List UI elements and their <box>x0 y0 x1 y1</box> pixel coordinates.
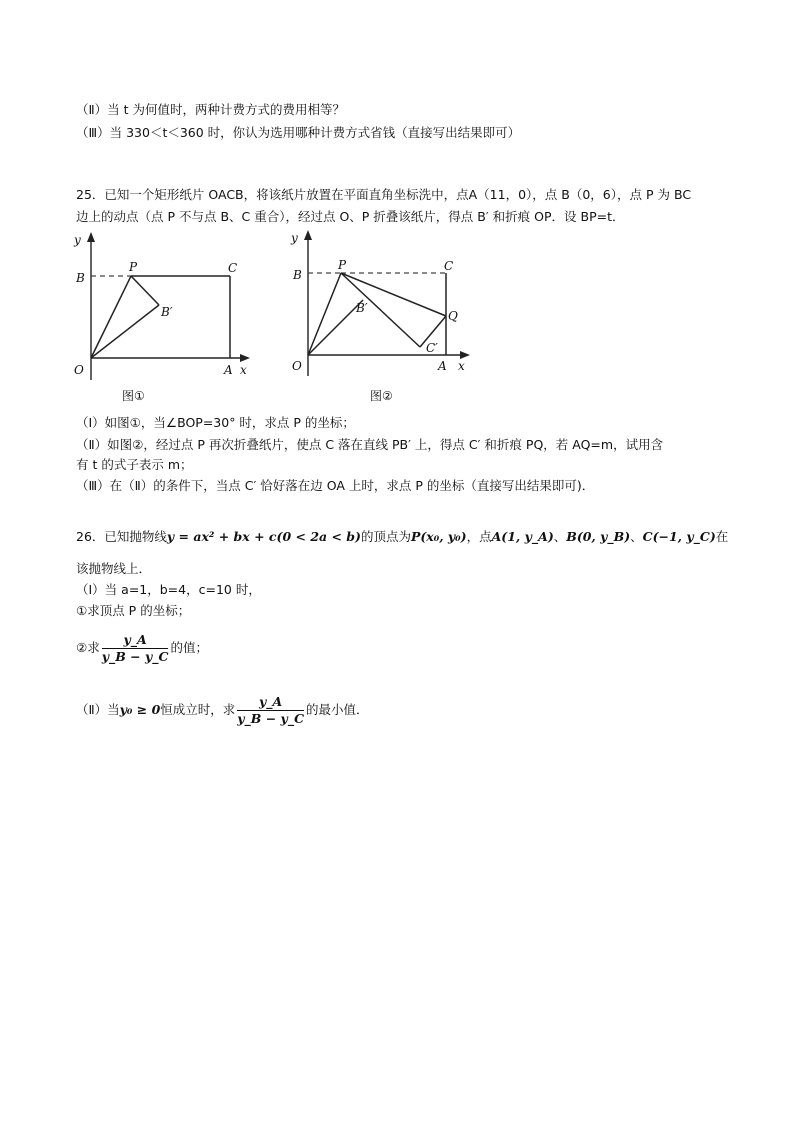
fig1-label-A: A <box>224 363 233 377</box>
q26-sub2-prefix: ②求 <box>76 640 100 655</box>
q26-part2 <box>76 694 369 727</box>
fraction-numerator: y_A <box>102 632 169 649</box>
q26-part2-mid: 恒成立时，求 <box>160 702 236 717</box>
fig2-label-P: P <box>338 258 347 272</box>
q24-part3: （Ⅲ）当 330＜t＜360 时，你认为选用哪种计费方式省钱（直接写出结果即可） <box>76 125 521 140</box>
q26-mid2: ，点 <box>466 529 492 544</box>
q26-part2-suffix: 的最小值． <box>306 702 369 717</box>
q25-stem-line2: 边上的动点（点 P 不与点 B、C 重合），经过点 O、P 折叠该纸片，得点 B′ 和折痕 OP．设 BP=t． <box>76 209 625 224</box>
fig1-label-x: x <box>240 363 247 377</box>
fig2-caption: 图② <box>370 389 393 403</box>
fig2-label-Bprime: B′ <box>356 301 368 315</box>
fig1-caption: 图① <box>122 389 145 403</box>
q26-point-C: C(−1, y_C) <box>642 529 716 544</box>
fig1-label-C: C <box>228 261 238 275</box>
q26-parabola-equation: y = ax² + bx + c(0 < 2a < b) <box>166 529 361 544</box>
q26-stem-line1 <box>76 527 728 547</box>
fig2-label-C: C <box>444 259 454 273</box>
q26-prefix: 26．已知抛物线 <box>76 529 167 544</box>
q26-part2-fraction <box>237 694 304 727</box>
figure-1 <box>66 228 266 406</box>
fig2-label-O: O <box>292 359 302 373</box>
fig2-label-Q: Q <box>448 309 458 323</box>
fig2-label-B: B <box>293 268 302 282</box>
q24-part2: （Ⅱ）当 t 为何值时，两种计费方式的费用相等？ <box>76 102 346 117</box>
q25-stem-line1: 25．已知一个矩形纸片 OACB，将该纸片放置在平面直角坐标洗中，点A（11，0），点 B（0，6），点 P 为 BC <box>76 187 692 202</box>
q26-point-B: B(0, y_B) <box>566 529 631 544</box>
fig1-label-y: y <box>74 233 81 247</box>
q26-sub2 <box>76 632 208 665</box>
q25-part3: （Ⅲ）在（Ⅱ）的条件下，当点 C′ 恰好落在边 OA 上时，求点 P 的坐标（直接写出结果即可)． <box>76 478 595 493</box>
q26-vertex: P(x₀, y₀) <box>410 529 467 544</box>
q25-part1: （Ⅰ）如图①，当∠BOP=30° 时，求点 P 的坐标； <box>76 415 355 430</box>
figure-2 <box>288 228 478 406</box>
q26-mid1: 的顶点为 <box>360 529 411 544</box>
q26-part1: （Ⅰ）当 a=1，b=4，c=10 时， <box>76 582 261 597</box>
q25-part2-line1: （Ⅱ）如图②，经过点 P 再次折叠纸片，使点 C 落在直线 PB′ 上，得点 C′ 和折痕 PQ，若 AQ=m，试用含 <box>76 437 664 452</box>
fig2-label-x: x <box>458 359 465 373</box>
q26-sub1: ①求顶点 P 的坐标； <box>76 603 191 618</box>
q25-part2-line2: 有 t 的式子表示 m； <box>76 457 193 472</box>
q26-part2-prefix: （Ⅱ）当 <box>76 702 120 717</box>
q26-part2-condition: y₀ ≥ 0 <box>119 702 161 717</box>
fraction-numerator: y_A <box>237 694 304 711</box>
fig1-label-B: B <box>76 271 85 285</box>
fraction-denominator: y_B − y_C <box>237 711 305 726</box>
fraction-denominator: y_B − y_C <box>101 649 169 664</box>
q26-sep1: 、 <box>553 529 567 544</box>
q26-stem-line2: 该抛物线上． <box>76 561 152 576</box>
q26-sep2: 、 <box>630 529 643 544</box>
fig2-label-A: A <box>438 359 447 373</box>
fig1-label-O: O <box>74 363 84 377</box>
fig2-label-y: y <box>291 231 298 245</box>
q26-suffix: 在 <box>715 529 729 544</box>
q26-point-A: A(1, y_A) <box>491 529 554 544</box>
q26-sub2-suffix: 的值； <box>170 640 208 655</box>
fig1-label-P: P <box>129 260 138 274</box>
q26-sub2-fraction <box>102 632 169 665</box>
fig2-label-Cprime: C′ <box>426 341 438 355</box>
fig1-label-Bprime: B′ <box>161 305 173 319</box>
